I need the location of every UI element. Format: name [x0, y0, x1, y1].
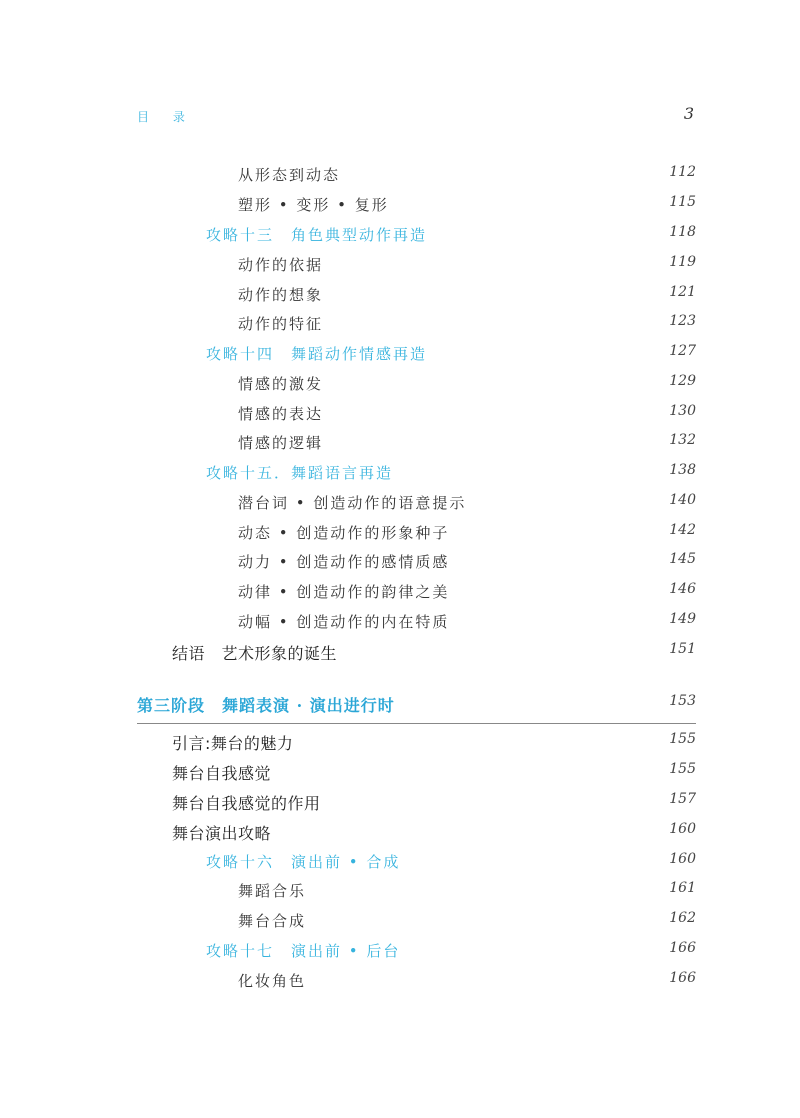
toc-entry-title: 动力 • 创造动作的感情质感 — [238, 553, 450, 571]
toc-entry-sub[interactable] — [0, 880, 800, 908]
toc-entry-section[interactable] — [0, 641, 800, 669]
toc-entry-title: 攻略十四 舞蹈动作情感再造 — [206, 345, 428, 363]
toc-entry-page: 146 — [669, 581, 696, 597]
toc-entry-strategy[interactable] — [0, 462, 800, 490]
toc-entry-sub[interactable] — [0, 164, 800, 192]
toc-entry-title: 潜台词 • 创造动作的语意提示 — [238, 494, 467, 512]
toc-entry-page: 155 — [669, 731, 696, 747]
toc-entry-page: 157 — [669, 791, 696, 807]
toc-entry-sub[interactable] — [0, 403, 800, 431]
toc-entry-page: 153 — [669, 693, 696, 709]
page-number: 3 — [683, 104, 694, 123]
toc-entry-title: 攻略十六 演出前 • 合成 — [206, 853, 401, 871]
toc-entry-page: 149 — [669, 611, 696, 627]
toc-entry-page: 115 — [669, 194, 696, 210]
toc-entry-title: 动作的想象 — [238, 286, 324, 304]
toc-entry-section[interactable] — [0, 731, 800, 759]
toc-entry-title: 舞台自我感觉的作用 — [172, 794, 321, 813]
toc-entry-title: 情感的表达 — [238, 405, 324, 423]
toc-entry-page: 145 — [669, 551, 696, 567]
toc-entry-page: 151 — [669, 641, 696, 657]
toc-entry-page: 118 — [669, 224, 696, 240]
toc-entry-page: 123 — [669, 313, 696, 329]
toc-entry-page: 129 — [669, 373, 696, 389]
toc-entry-sub[interactable] — [0, 373, 800, 401]
toc-entry-title: 第三阶段 舞蹈表演 · 演出进行时 — [137, 696, 395, 715]
toc-entry-sub[interactable] — [0, 492, 800, 520]
toc-entry-sub[interactable] — [0, 611, 800, 639]
toc-entry-title: 情感的逻辑 — [238, 434, 324, 452]
toc-entry-page: 166 — [669, 970, 696, 986]
toc-entry-page: 142 — [669, 522, 696, 538]
toc-entry-title: 结语 艺术形象的诞生 — [172, 644, 338, 663]
toc-entry-title: 动作的特征 — [238, 315, 324, 333]
toc-entry-title: 攻略十三 角色典型动作再造 — [206, 226, 428, 244]
toc-entry-stage[interactable] — [0, 693, 800, 721]
toc-entry-page: 155 — [669, 761, 696, 777]
toc-entry-page: 161 — [669, 880, 696, 896]
toc-entry-section[interactable] — [0, 821, 800, 849]
toc-entry-title: 舞台自我感觉 — [172, 764, 272, 783]
toc-entry-page: 132 — [669, 432, 696, 448]
toc-entry-title: 舞台合成 — [238, 912, 307, 930]
toc-entry-title: 引言:舞台的魅力 — [172, 734, 294, 753]
toc-entry-page: 138 — [669, 462, 696, 478]
toc-entry-page: 160 — [669, 851, 696, 867]
toc-entry-section[interactable] — [0, 791, 800, 819]
stage-divider — [137, 723, 696, 724]
toc-entry-title: 塑形 • 变形 • 复形 — [238, 196, 389, 214]
toc-entry-strategy[interactable] — [0, 940, 800, 968]
toc-entry-sub[interactable] — [0, 254, 800, 282]
toc-entry-sub[interactable] — [0, 432, 800, 460]
toc-entry-strategy[interactable] — [0, 851, 800, 879]
toc-entry-sub[interactable] — [0, 522, 800, 550]
toc-entry-sub[interactable] — [0, 581, 800, 609]
toc-entry-page: 160 — [669, 821, 696, 837]
toc-entry-sub[interactable] — [0, 910, 800, 938]
running-header-title: 目 录 — [137, 110, 195, 124]
toc-entry-sub[interactable] — [0, 284, 800, 312]
toc-entry-page: 121 — [669, 284, 696, 300]
toc-entry-page: 162 — [669, 910, 696, 926]
toc-entry-page: 119 — [669, 254, 696, 270]
toc-entry-sub[interactable] — [0, 551, 800, 579]
toc-entry-title: 攻略十五．舞蹈语言再造 — [206, 464, 394, 482]
toc-entry-title: 从形态到动态 — [238, 166, 341, 184]
toc-entry-page: 130 — [669, 403, 696, 419]
toc-entry-title: 动律 • 创造动作的韵律之美 — [238, 583, 450, 601]
toc-entry-title: 攻略十七 演出前 • 后台 — [206, 942, 401, 960]
toc-entry-section[interactable] — [0, 761, 800, 789]
toc-entry-strategy[interactable] — [0, 343, 800, 371]
toc-entry-page: 112 — [669, 164, 696, 180]
toc-entry-page: 140 — [669, 492, 696, 508]
toc-entry-page: 166 — [669, 940, 696, 956]
toc-entry-sub[interactable] — [0, 313, 800, 341]
toc-entry-title: 动作的依据 — [238, 256, 324, 274]
toc-entry-page: 127 — [669, 343, 696, 359]
toc-entry-title: 化妆角色 — [238, 972, 307, 990]
toc-entry-sub[interactable] — [0, 194, 800, 222]
toc-entry-title: 舞蹈合乐 — [238, 882, 307, 900]
toc-entry-title: 舞台演出攻略 — [172, 824, 272, 843]
toc-entry-strategy[interactable] — [0, 224, 800, 252]
toc-entry-title: 动态 • 创造动作的形象种子 — [238, 524, 450, 542]
toc-entry-title: 情感的激发 — [238, 375, 324, 393]
toc-entry-sub[interactable] — [0, 970, 800, 998]
toc-entry-title: 动幅 • 创造动作的内在特质 — [238, 613, 450, 631]
